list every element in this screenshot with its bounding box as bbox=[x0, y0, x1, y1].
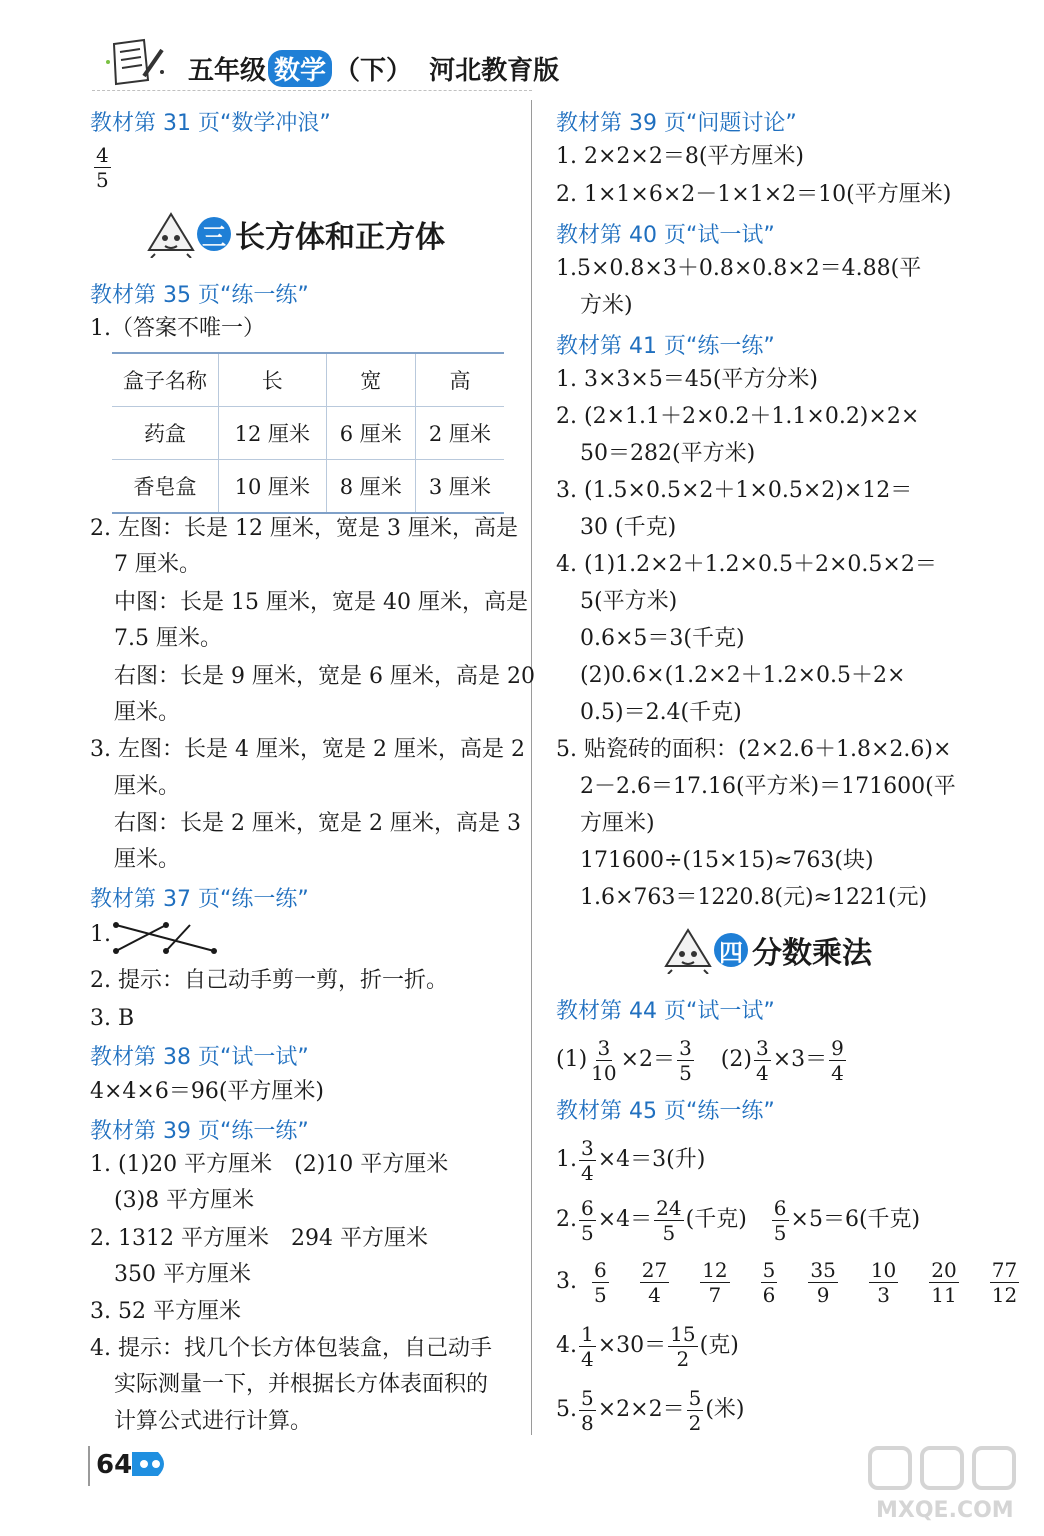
answer-line: 5. $\frac{5}{8}$ ×2×2＝ $\frac{5}{2}$ (米) bbox=[556, 1385, 745, 1435]
answer-line: 350 平方厘米 bbox=[114, 1262, 251, 1287]
section-heading: 教材第 40 页“试一试” bbox=[556, 223, 775, 248]
book-icon bbox=[100, 36, 170, 88]
table-cell: 药盒 bbox=[112, 407, 219, 460]
fraction: $\frac{5}{2}$ bbox=[688, 1385, 702, 1435]
table-header: 高 bbox=[415, 353, 504, 407]
table-cell: 8 厘米 bbox=[326, 460, 415, 514]
section-heading: 教材第 39 页“练一练” bbox=[90, 1119, 309, 1144]
fraction: $\frac{20}{11}$ bbox=[931, 1257, 957, 1307]
answer-line: 4. 提示：找几个长方体包装盒，自己动手 bbox=[90, 1336, 492, 1361]
table-cell: 3 厘米 bbox=[415, 460, 504, 514]
header-subject: 数学 bbox=[268, 50, 332, 87]
footer-rule bbox=[88, 1446, 90, 1486]
fraction: $\frac{5}{6}$ bbox=[762, 1257, 776, 1307]
table-row bbox=[112, 407, 504, 460]
chapter-heading bbox=[145, 210, 445, 258]
fraction: $\frac{12}{7}$ bbox=[702, 1257, 728, 1307]
table-cell: 10 厘米 bbox=[219, 460, 327, 514]
answer-line: 5(平方米) bbox=[580, 589, 678, 614]
fraction: $\frac{6}{5}$ bbox=[581, 1195, 594, 1245]
answer-line: 1.（答案不唯一） bbox=[90, 316, 265, 341]
header-rule bbox=[92, 90, 532, 91]
answer-line: 0.5)＝2.4(千克) bbox=[580, 700, 742, 725]
answer-line: 2. 1312 平方厘米 294 平方厘米 bbox=[90, 1226, 428, 1251]
answer-line: 计算公式进行计算。 bbox=[114, 1409, 313, 1434]
fraction: $\frac{77}{12}$ bbox=[991, 1257, 1018, 1307]
answer-line: 2. 1×1×6×2－1×1×2＝10(平方厘米) bbox=[556, 182, 952, 207]
table-header: 盒子名称 bbox=[112, 353, 219, 407]
chapter-number: 四 bbox=[714, 933, 748, 967]
answer-line: 4. (1)1.2×2＋1.2×0.5＋2×0.5×2＝ bbox=[556, 552, 937, 577]
header-grade: 五年级 bbox=[188, 56, 267, 86]
section-heading: 教材第 38 页“试一试” bbox=[90, 1045, 309, 1070]
answer-line: 中图：长是 15 厘米，宽是 40 厘米，高是 bbox=[114, 590, 528, 615]
answer-line: 实际测量一下，并根据长方体表面积的 bbox=[114, 1372, 489, 1397]
chapter-title: 分数乘法 bbox=[752, 936, 872, 971]
answer-line: 右图：长是 9 厘米，宽是 6 厘米，高是 20 bbox=[114, 664, 535, 689]
answer-line: 30 (千克) bbox=[580, 515, 677, 540]
section-heading: 教材第 31 页“数学冲浪” bbox=[90, 111, 331, 136]
fraction: $\frac{5}{8}$ bbox=[581, 1385, 594, 1435]
answer-line: 3. B bbox=[90, 1006, 135, 1031]
answer-line: 2. 提示：自己动手剪一剪，折一折。 bbox=[90, 968, 448, 993]
fraction: $\frac{35}{9}$ bbox=[810, 1257, 836, 1307]
answer-line: 厘米。 bbox=[114, 847, 181, 872]
answer-line: 171600÷(15×15)≈763(块) bbox=[580, 848, 874, 873]
answer-line: (3)8 平方厘米 bbox=[114, 1188, 255, 1213]
answer-line: 1.5×0.8×3＋0.8×0.8×2＝4.88(平 bbox=[556, 256, 922, 281]
answer-line: 1. bbox=[90, 922, 111, 947]
matching-lines-diagram bbox=[110, 918, 220, 958]
fraction: $\frac{10}{3}$ bbox=[870, 1257, 897, 1307]
fraction: $\frac{15}{2}$ bbox=[670, 1321, 696, 1371]
page-number: 64 bbox=[96, 1450, 133, 1480]
header-title bbox=[188, 50, 559, 87]
table-cell: 12 厘米 bbox=[219, 407, 327, 460]
answer-line: 1. $\frac{3}{4}$ ×4＝3(升) bbox=[556, 1135, 706, 1185]
fraction: $\frac{6}{5}$ bbox=[594, 1257, 607, 1307]
watermelon-mascot-icon bbox=[145, 210, 197, 258]
answer-line: 1. 2×2×2＝8(平方厘米) bbox=[556, 144, 805, 169]
answer-line: 1.6×763＝1220.8(元)≈1221(元) bbox=[580, 885, 928, 910]
answer-line: 4×4×6＝96(平方厘米) bbox=[90, 1079, 325, 1104]
answer-line: 2. 左图：长是 12 厘米，宽是 3 厘米，高是 bbox=[90, 516, 518, 541]
page-tab-icon bbox=[132, 1450, 172, 1478]
answer-line: 方米) bbox=[580, 293, 633, 318]
fraction: $\frac{27}{4}$ bbox=[641, 1257, 668, 1307]
chapter-title: 长方体和正方体 bbox=[235, 220, 445, 255]
answer-line: 3. (1.5×0.5×2＋1×0.5×2)×12＝ bbox=[556, 478, 913, 503]
watermelon-mascot-icon bbox=[662, 926, 714, 974]
fraction: $\frac{3}{10}$ bbox=[591, 1035, 617, 1085]
answer-line: 右图：长是 2 厘米，宽是 2 厘米，高是 3 bbox=[114, 811, 521, 836]
table-header: 长 bbox=[219, 353, 327, 407]
table-header: 宽 bbox=[326, 353, 415, 407]
watermark-text: MXQE.COM bbox=[876, 1498, 1014, 1523]
fraction: $\frac{3}{5}$ bbox=[679, 1035, 692, 1085]
chapter-number: 三 bbox=[197, 217, 231, 251]
fraction: $\frac{6}{5}$ bbox=[773, 1195, 787, 1245]
section-heading: 教材第 41 页“练一练” bbox=[556, 334, 775, 359]
answer-line: 1. 3×3×5＝45(平方分米) bbox=[556, 367, 819, 392]
answer-line: 2－2.6＝17.16(平方米)＝171600(平 bbox=[580, 774, 956, 799]
answer-line: 1. (1)20 平方厘米 (2)10 平方厘米 bbox=[90, 1152, 449, 1177]
fraction: $\frac{9}{4}$ bbox=[831, 1035, 844, 1085]
box-table bbox=[112, 352, 504, 514]
answer-line: 0.6×5＝3(千克) bbox=[580, 626, 745, 651]
chapter-heading bbox=[662, 926, 872, 974]
answer-line: 5. 贴瓷砖的面积：(2×2.6＋1.8×2.6)× bbox=[556, 737, 952, 762]
table-row bbox=[112, 460, 504, 514]
answer-line: 2. $\frac{6}{5}$ ×4＝ $\frac{24}{5}$ (千克) $\frac{6}{5}$ ×5＝6(千克) bbox=[556, 1195, 921, 1245]
column-divider bbox=[531, 100, 532, 1435]
section-heading: 教材第 44 页“试一试” bbox=[556, 999, 775, 1024]
answer-line: (1) $\frac{3}{10}$ ×2＝ $\frac{3}{5}$ (2) $\frac{3}{4}$ ×3＝ $\frac{9}{4}$ bbox=[556, 1035, 844, 1085]
section-heading: 教材第 45 页“练一练” bbox=[556, 1099, 775, 1124]
answer-line: 厘米。 bbox=[114, 774, 181, 799]
answer-line: 3. 左图：长是 4 厘米，宽是 2 厘米，高是 2 bbox=[90, 737, 525, 762]
fraction: $\frac{24}{5}$ bbox=[656, 1195, 682, 1245]
answer-line: 3. $\frac{6}{5}$ $\frac{27}{4}$ $\frac{12}{7}$ $\frac{5}{6}$ $\frac{35}{9}$ $\frac{10}{3}$ $\frac{20}{11}$ $\frac{77}{12}$ bbox=[556, 1257, 1018, 1307]
answer-line: 50＝282(平方米) bbox=[580, 441, 756, 466]
answer-line: 厘米。 bbox=[114, 700, 181, 725]
fraction: $\frac{3}{4}$ bbox=[581, 1135, 594, 1185]
section-heading: 教材第 37 页“练一练” bbox=[90, 887, 309, 912]
section-heading: 教材第 35 页“练一练” bbox=[90, 283, 309, 308]
section-heading: 教材第 39 页“问题讨论” bbox=[556, 111, 797, 136]
table-cell: 香皂盒 bbox=[112, 460, 219, 514]
fraction: $\frac{3}{4}$ bbox=[755, 1035, 769, 1085]
answer-line: 方厘米) bbox=[580, 811, 655, 836]
answer-line: 7 厘米。 bbox=[114, 552, 201, 577]
table-cell: 2 厘米 bbox=[415, 407, 504, 460]
fraction: $\frac{4}{5}$ bbox=[96, 143, 109, 192]
watermark-logo bbox=[862, 1440, 1032, 1530]
header-edition: 河北教育版 bbox=[429, 56, 560, 86]
table-cell: 6 厘米 bbox=[326, 407, 415, 460]
answer-line: 7.5 厘米。 bbox=[114, 626, 222, 651]
header-volume: （下） bbox=[334, 56, 413, 86]
fraction: $\frac{1}{4}$ bbox=[581, 1321, 594, 1371]
answer-line: 2. (2×1.1＋2×0.2＋1.1×0.2)×2× bbox=[556, 404, 920, 429]
answer-line: (2)0.6×(1.2×2＋1.2×0.5＋2× bbox=[580, 663, 906, 688]
answer-line: 4. $\frac{1}{4}$ ×30＝ $\frac{15}{2}$ (克) bbox=[556, 1321, 739, 1371]
answer-line: 3. 52 平方厘米 bbox=[90, 1299, 241, 1324]
